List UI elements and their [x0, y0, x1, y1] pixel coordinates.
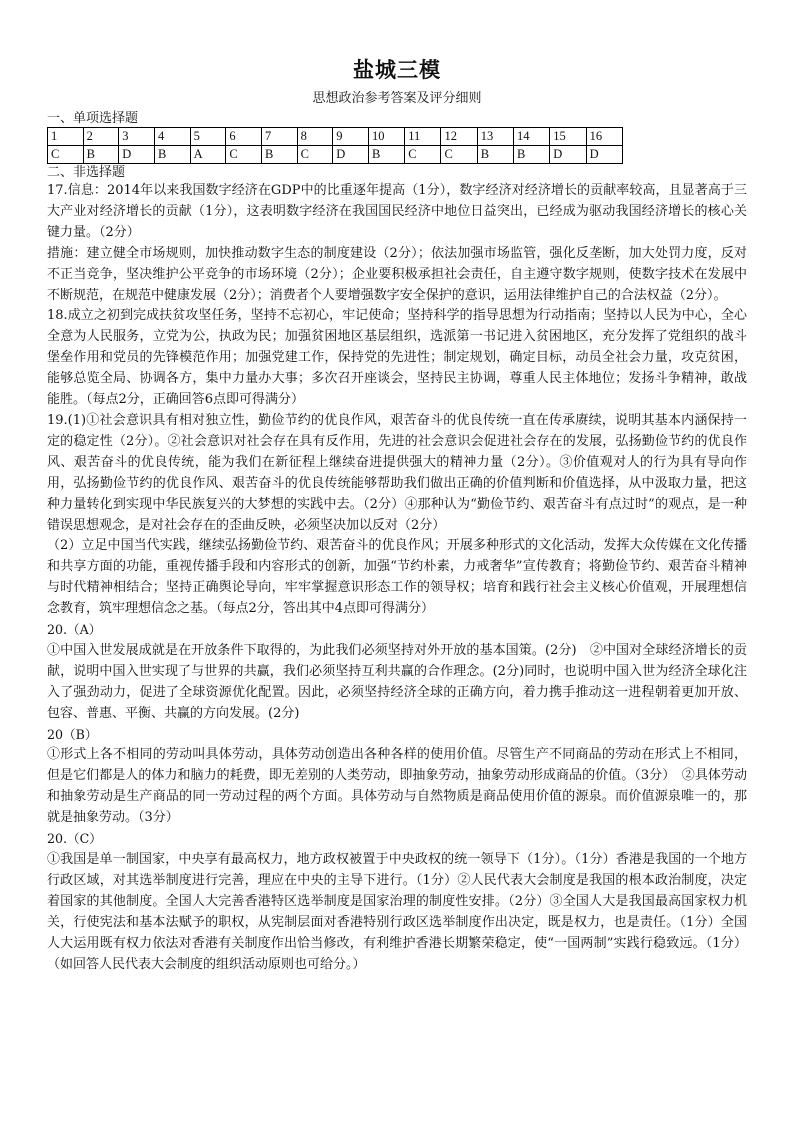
answer-sheet-page: [47, 56, 747, 975]
q20a-label: 20.（A）: [47, 622, 102, 638]
question-number-cell: 1: [48, 128, 84, 146]
question-number-cell: 6: [226, 128, 262, 146]
answer-cell: B: [368, 146, 404, 164]
question-number-cell: 4: [154, 128, 190, 146]
question-number-cell: 15: [550, 128, 586, 146]
answer-cell: C: [297, 146, 333, 164]
answer-cell: D: [550, 146, 586, 164]
question-number-cell: 8: [297, 128, 333, 146]
q18-answer: 18.成立之初到完成扶贫攻坚任务，坚持不忘初心，牢记使命；坚持科学的指导思想为行动指南；坚持以人民为中心，全心全意为人民服务，立党为公，执政为民；加强贫困地区基层组织，选派第一书记进入贫困地区，充分发挥了党组织的战斗堡垒作用和党员的先锋模范作用；加强党建工作，保持党的先进性；制定规划，确定目标，动员全社会力量，攻克贫困，能够总览全局、协调各方，集中力量办大事；多次召开座谈会，坚持民主协调，尊重人民主体地位；发扬斗争精神，敢战能胜。（每点2分，正确回答6点即可得满分）: [47, 308, 747, 408]
question-number-cell: 10: [368, 128, 404, 146]
q20a-answer: ①中国入世发展成就是在开放条件下取得的，为此我们必须坚持对外开放的基本国策。(2分) ②中国对全球经济增长的贡献，说明中国入世实现了与世界的共赢，我们必须坚持互利共赢的合作理念。(2分)同时，也说明中国入世为经济全球化注入了强劲动力，促进了全球资源优化配置。因此，必须坚持经济全球的正确方向，着力携手推动这一进程朝着更加开放、包容、普惠、平衡、共赢的方向发展。(2分): [47, 642, 747, 721]
question-number-cell: 16: [586, 128, 622, 146]
q17-measures-answer: 措施：建立健全市场规则，加快推动数字生态的制度建设（2分）；依法加强市场监管，强化反垄断，加大处罚力度，反对不正当竞争，坚决维护公平竞争的市场环境（2分）；企业要积极承担社会责任，自主遵守数字规则，使数字技术在发展中不断规范，在规范中健康发展（2分）；消费者个人要增强数字安全保护的意识，运用法律维护自己的合法权益（2分）。: [47, 245, 747, 303]
answer-cell: B: [154, 146, 190, 164]
question-number-cell: 12: [441, 128, 477, 146]
answer-cell: C: [405, 146, 441, 164]
q19-part2-answer: （2）立足中国当代实践，继续弘扬勤俭节约、艰苦奋斗的优良作风；开展多种形式的文化活动，发挥大众传媒在文化传播和共享方面的功能，重视传播手段和内容形式的创新，加强“节约朴素，力戒奢华”宣传教育；将勤俭节约、艰苦奋斗精神与时代精神相结合；坚持正确舆论导向，牢牢掌握意识形态工作的领导权；培育和践行社会主义核心价值观，开展理想信念教育，筑牢理想信念之基。（每点2分，答出其中4点即可得满分）: [47, 538, 747, 617]
question-number-cell: 14: [514, 128, 550, 146]
question-number-cell: 7: [261, 128, 297, 146]
q20b-label: 20（B）: [47, 726, 98, 742]
answer-cell: C: [441, 146, 477, 164]
q20c-label: 20.（C）: [47, 831, 102, 847]
answer-cell: B: [261, 146, 297, 164]
answer-cell: B: [477, 146, 513, 164]
answer-cell: C: [48, 146, 84, 164]
q19-part1-answer: 19.(1)①社会意识具有相对独立性，勤俭节约的优良作风，艰苦奋斗的优良传统一直在传承赓续，说明其基本内涵保持一定的稳定性（2分）。②社会意识对社会存在具有反作用，先进的社会意识会促进社会存在的发展，弘扬勤俭节约的优良作风、艰苦奋斗的优良传统，能为我们在新征程上继续奋进提供强大的精神力量（2分）。③价值观对人的行为具有导向作用，弘扬勤俭节约的优良作风、艰苦奋斗的优良传统能够帮助我们做出正确的价值判断和价值选择，从中汲取力量，把这种力量转化到实现中华民族复兴的大梦想的实践中去。（2分）④那种认为“勤俭节约、艰苦奋斗有点过时”的观点，是一种错误思想观念，是对社会存在的歪曲反映，必须坚决加以反对（2分）: [47, 412, 747, 533]
question-number-cell: 13: [477, 128, 513, 146]
page-title: 盐城三模: [353, 57, 441, 82]
answer-row: [48, 146, 623, 164]
answer-cell: A: [190, 146, 226, 164]
answer-key-table: [47, 127, 623, 164]
answer-cell: D: [119, 146, 155, 164]
page-subtitle: 思想政治参考答案及评分细则: [312, 91, 482, 106]
answer-cell: D: [333, 146, 369, 164]
question-number-cell: 2: [83, 128, 119, 146]
answer-cell: D: [586, 146, 622, 164]
q17-info-answer: 17.信息：2014年以来我国数字经济在GDP中的比重逐年提高（1分），数字经济对经济增长的贡献率较高，且显著高于三大产业对经济增长的贡献（1分），这表明数字经济在我国国民经济中地位日益突出，已经成为驱动我国经济增长的核心关键力量。（2分）: [47, 183, 747, 240]
question-number-cell: 3: [119, 128, 155, 146]
section-heading-non-choice: 二、非选择题: [47, 165, 126, 180]
section-heading-multiple-choice: 一、单项选择题: [47, 111, 139, 126]
q20b-answer: ①形式上各不相同的劳动叫具体劳动，具体劳动创造出各种各样的使用价值。尽管生产不同商品的劳动在形式上不相同，但是它们都是人的体力和脑力的耗费，即无差别的人类劳动，即抽象劳动，抽象劳动形成商品的价值。（3分） ②具体劳动和抽象劳动是生产商品的同一劳动过程的两个方面。具体劳动与自然物质是商品使用价值的源泉。而价值源泉唯一的，那就是抽象劳动。（3分）: [47, 747, 747, 826]
question-number-cell: 5: [190, 128, 226, 146]
q20c-answer: ①我国是单一制国家，中央享有最高权力，地方政权被置于中央政权的统一领导下（1分）。（1分）香港是我国的一个地方行政区域，对其选举制度进行完善，理应在中央的主导下进行。（1分）②人民代表大会制度是我国的根本政治制度，决定着国家的其他制度。全国人大完善香港特区选举制度是国家治理的制度性安排。（2分）③全国人大是我国最高国家权力机关，行使宪法和基本法赋予的职权，从宪制层面对香港特别行政区选举制度作出决定，既是权力，也是责任。（1分）全国人大运用既有权力依法对香港有关制度作出恰当修改，有利维护香港长期繁荣稳定，使“一国两制”实践行稳致远。（1分）（如回答人民代表大会制度的组织活动原则也可给分。）: [47, 852, 747, 972]
question-number-cell: 11: [405, 128, 441, 146]
question-number-cell: 9: [333, 128, 369, 146]
answer-cell: C: [226, 146, 262, 164]
answer-cell: B: [514, 146, 550, 164]
answer-cell: B: [83, 146, 119, 164]
question-number-row: [48, 128, 623, 146]
